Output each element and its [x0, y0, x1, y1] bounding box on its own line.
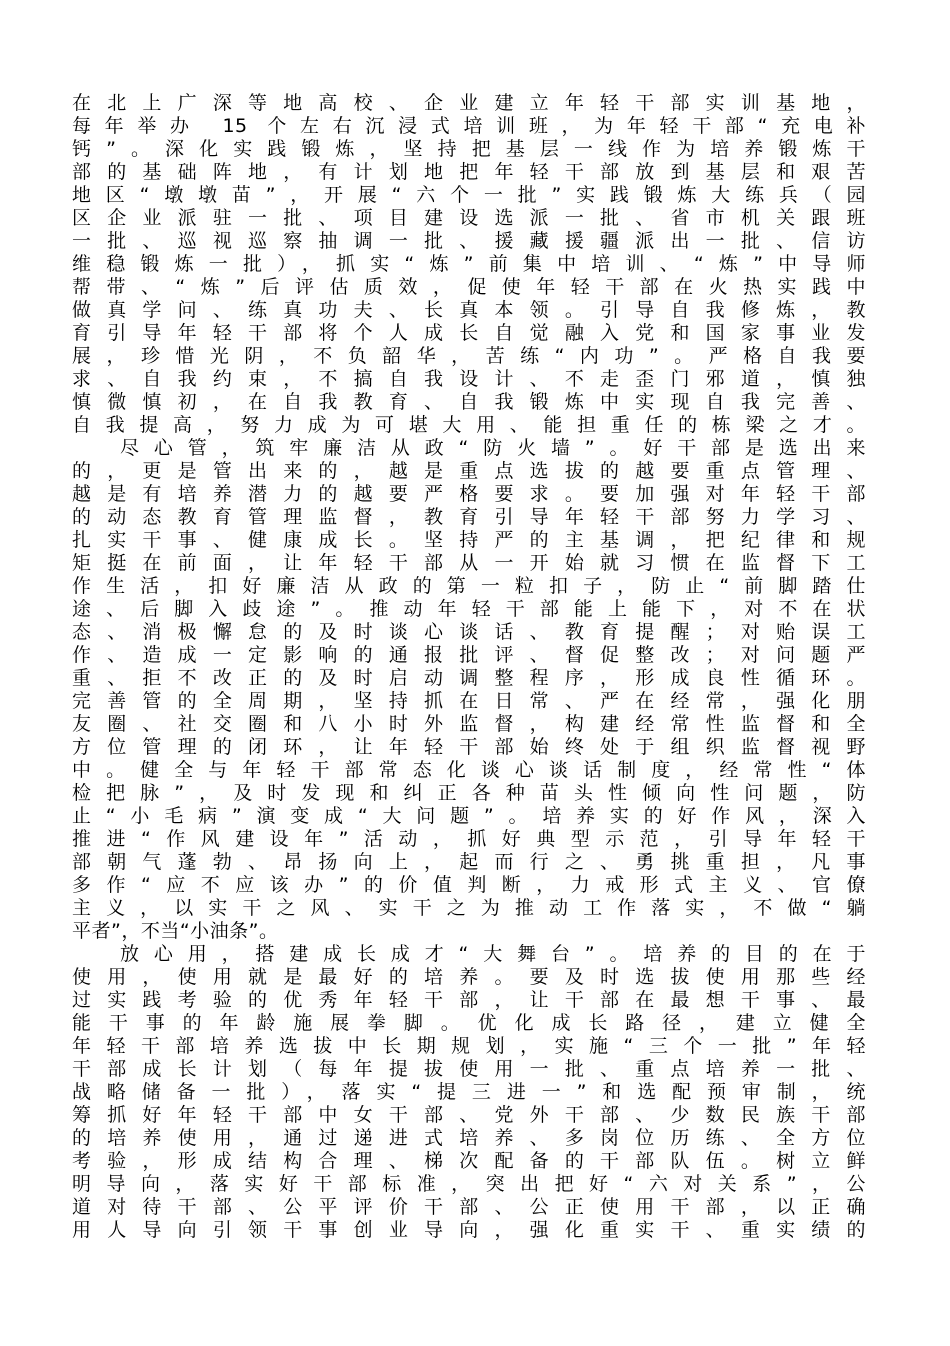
text-line: 维稳锻炼一批），抓实“炼”前集中培训、“炼”中导师 [72, 253, 866, 275]
text-line: 主义，以实干之风、实干之为推动工作落实，不做“躺 [72, 897, 866, 919]
text-line: 的，更是管出来的，越是重点选拔的越要重点管理、 [72, 460, 866, 482]
text-line: 年轻干部培养选拔中长期规划，实施“三个一批”年轻 [72, 1035, 866, 1057]
text-line: 途、后脚入歧途”。推动年轻干部能上能下，对不在状 [72, 598, 866, 620]
text-line: 中。健全与年轻干部常态化谈心谈话制度，经常性“体 [72, 759, 866, 781]
text-line: 越是有培养潜力的越要严格要求。要加强对年轻干部 [72, 483, 866, 505]
text-line: 考验，形成结构合理、梯次配备的干部队伍。树立鲜 [72, 1150, 866, 1172]
text-line: 每年举办 15 个左右沉浸式培训班，为年轻干部“充电补 [72, 115, 866, 137]
text-line: 区企业派驻一批、项目建设选派一批、省市机关跟班 [72, 207, 866, 229]
text-line: 的培养使用，通过递进式培养、多岗位历练、全方位 [72, 1127, 866, 1149]
text-line: 钙”。深化实践锻炼，坚持把基层一线作为培养锻炼干 [72, 138, 866, 160]
text-line: 推进“作风建设年”活动，抓好典型示范，引导年轻干 [72, 828, 866, 850]
text-line: 慎微慎初，在自我教育、自我锻炼中实现自我完善、 [72, 391, 866, 413]
text-line: 友圈、社交圈和八小时外监督，构建经常性监督和全 [72, 713, 866, 735]
paragraph-heading-line: 放心用，搭建成长成才“大舞台”。培养的目的在于 [120, 943, 866, 965]
text-line: 干部成长计划（每年提拔使用一批、重点培养一批、 [72, 1058, 866, 1080]
text-line: 用人导向引领干事创业导向，强化重实干、重实绩的 [72, 1219, 866, 1241]
text-line: 作、造成一定影响的通报批评、督促整改；对问题严 [72, 644, 866, 666]
text-line: 止“小毛病”演变成“大问题”。培养实的好作风，深入 [72, 805, 866, 827]
text-line: 扎实干事、健康成长。坚持严的主基调，把纪律和规 [72, 529, 866, 551]
text-line: 一批、巡视巡察抽调一批、援藏援疆派出一批、信访 [72, 230, 866, 252]
text-line: 方位管理的闭环，让年轻干部始终处于组织监督视野 [72, 736, 866, 758]
text-line: 展，珍惜光阴，不负韶华，苦练“内功”。严格自我要 [72, 345, 866, 367]
text-line: 使用，使用就是最好的培养。要及时选拔使用那些经 [72, 966, 866, 988]
text-line: 的动态教育管理监督，教育引导年轻干部努力学习、 [72, 506, 866, 528]
text-line: 帮带、“炼”后评估质效，促使年轻干部在火热实践中 [72, 276, 866, 298]
text-line: 检把脉”，及时发现和纠正各种苗头性倾向性问题，防 [72, 782, 866, 804]
body-text [72, 92, 866, 1242]
text-line: 矩挺在前面，让年轻干部从一开始就习惯在监督下工 [72, 552, 866, 574]
text-line: 做真学问、练真功夫、长真本领。引导自我修炼，教 [72, 299, 866, 321]
text-line: 战略储备一批），落实“提三进一”和选配预审制，统 [72, 1081, 866, 1103]
text-line: 过实践考验的优秀年轻干部，让干部在最想干事、最 [72, 989, 866, 1011]
text-line: 完善管的全周期，坚持抓在日常、严在经常，强化朋 [72, 690, 866, 712]
text-line: 能干事的年龄施展拳脚。优化成长路径，建立健全 [72, 1012, 866, 1034]
text-line: 作生活，扣好廉洁从政的第一粒扣子，防止“前脚踏仕 [72, 575, 866, 597]
text-line: 明导向，落实好干部标准，突出把好“六对关系”，公 [72, 1173, 866, 1195]
text-line: 育引导年轻干部将个人成长自觉融入党和国家事业发 [72, 322, 866, 344]
text-line: 部朝气蓬勃、昂扬向上，起而行之、勇挑重担，凡事 [72, 851, 866, 873]
text-line: 多作“应不应该办”的价值判断，力戒形式主义、官僚 [72, 874, 866, 896]
text-line: 道对待干部、公平评价干部、公正使用干部，以正确 [72, 1196, 866, 1218]
text-line: 平者”，不当“小油条”。 [72, 920, 279, 942]
text-line: 部的基础阵地，有计划地把年轻干部放到基层和艰苦 [72, 161, 866, 183]
text-line: 自我提高，努力成为可堪大用、能担重任的栋梁之才。 [72, 414, 866, 436]
text-line: 态、消极懈怠的及时谈心谈话、教育提醒；对贻误工 [72, 621, 866, 643]
paragraph-heading-line: 尽心管，筑牢廉洁从政“防火墙”。好干部是选出来 [120, 437, 866, 459]
text-line: 重、拒不改正的及时启动调整程序，形成良性循环。 [72, 667, 866, 689]
text-line: 筹抓好年轻干部中女干部、党外干部、少数民族干部 [72, 1104, 866, 1126]
text-line: 在北上广深等地高校、企业建立年轻干部实训基地， [72, 92, 866, 114]
text-line: 求、自我约束，不搞自我设计、不走歪门邪道，慎独 [72, 368, 866, 390]
text-line: 地区“墩墩苗”，开展“六个一批”实践锻炼大练兵（园 [72, 184, 866, 206]
